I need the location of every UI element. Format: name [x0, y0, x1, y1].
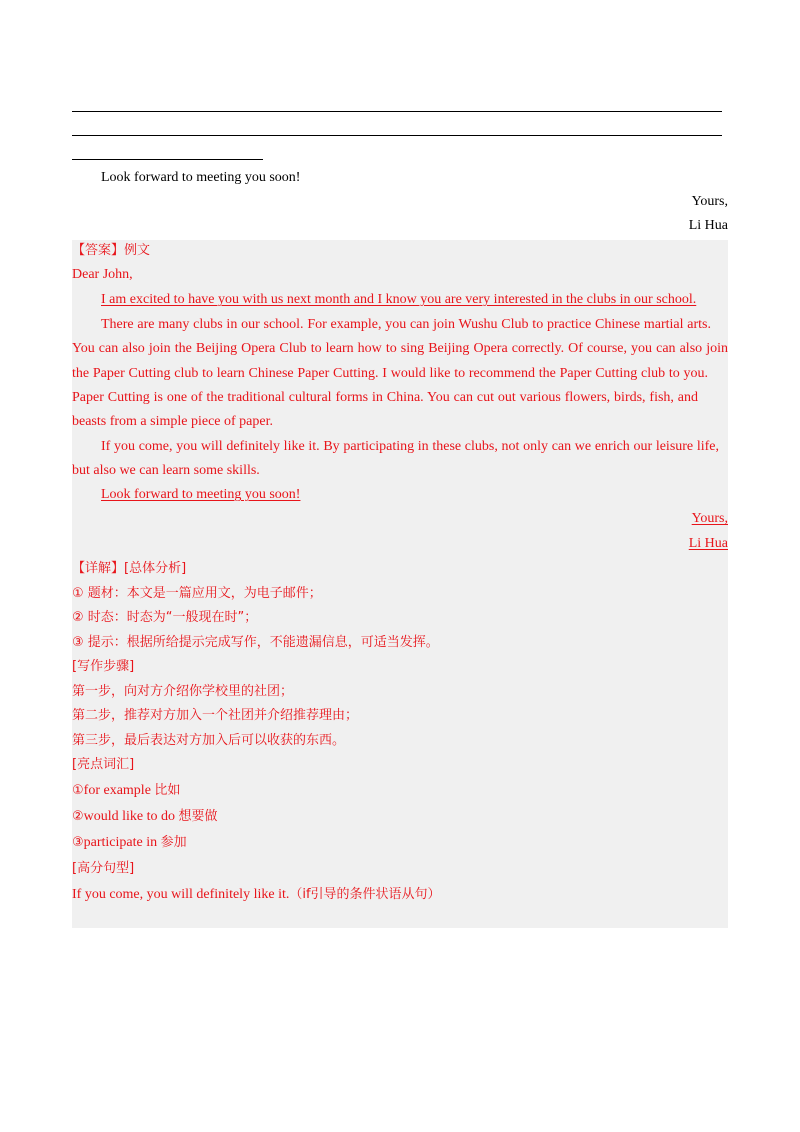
answer-closing: Look forward to meeting you soon! — [101, 487, 301, 502]
step-2: 第二步，推荐对方加入一个社团并介绍推荐理由； — [72, 708, 359, 723]
vocab-item-1 — [72, 782, 180, 800]
explain-label-bracket: 【详解】 — [72, 561, 125, 576]
answer-paragraph-1: I am excited to have you with us next month and I know you are very interested in the clubs in our school. — [101, 292, 697, 307]
answer-name: Li Hua — [688, 536, 728, 551]
answer-label — [72, 242, 150, 260]
answer-paragraph-2-line — [72, 337, 728, 362]
vocab-zh: 想要做 — [178, 809, 218, 824]
answer-p3-l2: but also we can learn some skills. — [72, 463, 260, 478]
step-3: 第三步，最后表达对方加入后可以收获的东西。 — [72, 733, 346, 748]
writing-line — [72, 135, 722, 136]
vocab-zh: 比如 — [154, 783, 181, 798]
sentence-zh: （if引导的条件状语从句） — [289, 887, 441, 902]
answer-paragraph-2-line — [101, 313, 711, 338]
sentence-heading: [高分句型] — [72, 861, 135, 876]
vocab-en: participate in — [83, 835, 158, 850]
answer-p3-l1: If you come, you will definitely like it. By participating in these clubs, not only can we enrich our leisure life, — [101, 439, 719, 454]
answer-p2-l5: beasts from a simple piece of paper. — [72, 414, 273, 429]
answer-p2-l4: Paper Cutting is one of the traditional cultural forms in China. You can cut out various flowers, birds, fish, and — [72, 390, 698, 405]
answer-paragraph-3-line — [101, 435, 719, 460]
vocab-en: for example — [83, 783, 151, 798]
writing-line — [72, 111, 722, 112]
letter-name: Li Hua — [688, 218, 728, 233]
sentence-en: If you come, you will definitely like it. — [72, 887, 290, 902]
vocab-zh: 参加 — [160, 835, 187, 850]
answer-p2-l1: There are many clubs in our school. For example, you can join Wushu Club to practice Chinese martial arts. — [101, 317, 711, 332]
steps-heading: [写作步骤] — [72, 659, 135, 674]
explain-item-3: ③ 提示：根据所给提示完成写作，不能遗漏信息，可适当发挥。 — [72, 635, 439, 650]
answer-p2-l3: the Paper Cutting club to learn Chinese Paper Cutting. I would like to recommend the Paper Cutting club to you. — [72, 366, 708, 381]
answer-p2-l2: You can also join the Beijing Opera Club to learn how to sing Beijing Opera correctly. Of course, you can also join — [72, 341, 728, 356]
vocab-item-3 — [72, 834, 187, 852]
vocab-item-2 — [72, 808, 218, 826]
vocab-num: ③ — [72, 835, 84, 850]
letter-signoff: Yours, — [691, 194, 728, 209]
explain-label-text: [总体分析] — [124, 561, 187, 576]
vocab-num: ① — [72, 783, 84, 798]
letter-closing: Look forward to meeting you soon! — [101, 170, 301, 185]
vocab-num: ② — [72, 809, 84, 824]
sentence-example — [72, 886, 441, 904]
answer-paragraph-2-line — [72, 362, 708, 387]
answer-greeting: Dear John, — [72, 267, 133, 282]
writing-line — [72, 159, 263, 160]
vocab-en: would like to do — [83, 809, 176, 824]
explain-item-1: ① 题材：本文是一篇应用文，为电子邮件； — [72, 586, 322, 601]
answer-label-text: 例文 — [124, 243, 151, 258]
explain-item-2: ② 时态：时态为“一般现在时”； — [72, 610, 258, 625]
step-1: 第一步，向对方介绍你学校里的社团； — [72, 684, 294, 699]
answer-signoff: Yours, — [691, 511, 728, 526]
answer-paragraph-2-line — [72, 386, 698, 411]
explain-label — [72, 560, 186, 578]
vocab-heading: [亮点词汇] — [72, 757, 135, 772]
answer-label-bracket: 【答案】 — [72, 243, 125, 258]
